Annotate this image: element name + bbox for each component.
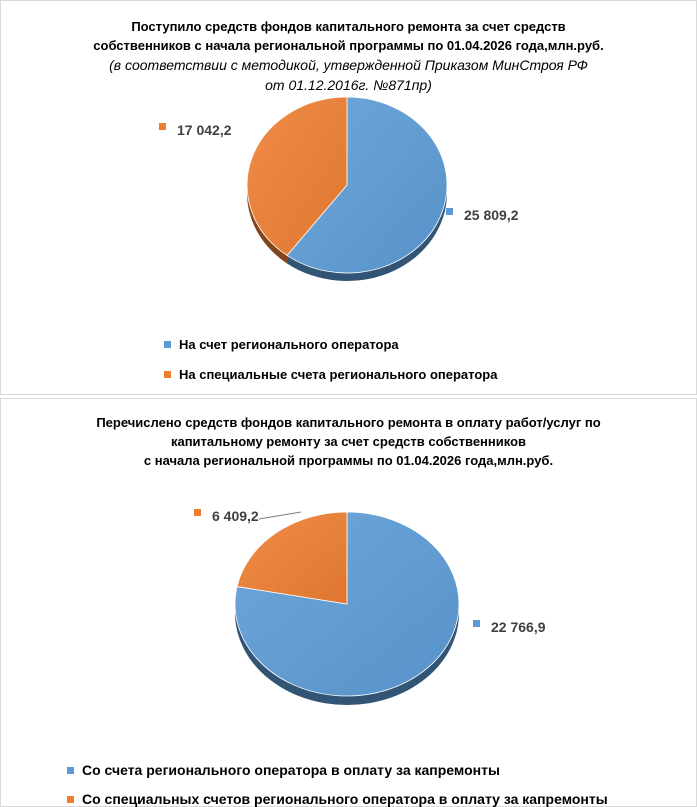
data-label: 17 042,2: [177, 122, 232, 138]
legend-label: Со счета регионального оператора в оплату за капремонты: [82, 762, 500, 778]
legend-label: На счет регионального оператора: [179, 337, 399, 352]
data-label: 25 809,2: [464, 207, 519, 223]
legend-label: Со специальных счетов регионального оператора в оплату за капремонты: [82, 791, 608, 807]
leader-line: [259, 512, 301, 519]
chart-1-title-line: Поступило средств фондов капитального ремонта за счет средств: [131, 19, 566, 34]
chart-2-title-line: Перечислено средств фондов капитального ремонта в оплату работ/услуг по: [96, 415, 601, 430]
legend-swatch: [67, 796, 74, 803]
chart-panel-2: [0, 398, 697, 807]
legend-swatch: [67, 767, 74, 774]
chart-2-pie: [1, 399, 696, 806]
data-label-swatch: [446, 208, 453, 215]
data-label-swatch: [159, 123, 166, 130]
legend-swatch: [164, 341, 171, 348]
legend-item: [67, 762, 500, 778]
chart-1-title-line: собственников с начала региональной программы по 01.04.2026 года,млн.руб.: [93, 38, 604, 53]
legend-item: [164, 367, 497, 382]
data-label: 22 766,9: [491, 619, 546, 635]
chart-1-subtitle-line: от 01.12.2016г. №871пр): [265, 77, 432, 93]
data-label: 6 409,2: [212, 508, 259, 524]
chart-2-title-line: с начала региональной программы по 01.04.2026 года,млн.руб.: [143, 453, 554, 468]
chart-2-title-line: капитальному ремонту за счет средств собственников: [170, 434, 527, 449]
legend-item: [164, 337, 399, 352]
legend-swatch: [164, 371, 171, 378]
data-label-swatch: [473, 620, 480, 627]
legend-label: На специальные счета регионального оператора: [179, 367, 498, 382]
chart-1-subtitle-line: (в соответствии с методикой, утвержденной Приказом МинСтроя РФ: [109, 57, 588, 73]
chart-panel-1: [0, 0, 697, 395]
legend-item: [67, 791, 608, 807]
data-label-swatch: [194, 509, 201, 516]
chart-1-pie: [1, 1, 696, 394]
